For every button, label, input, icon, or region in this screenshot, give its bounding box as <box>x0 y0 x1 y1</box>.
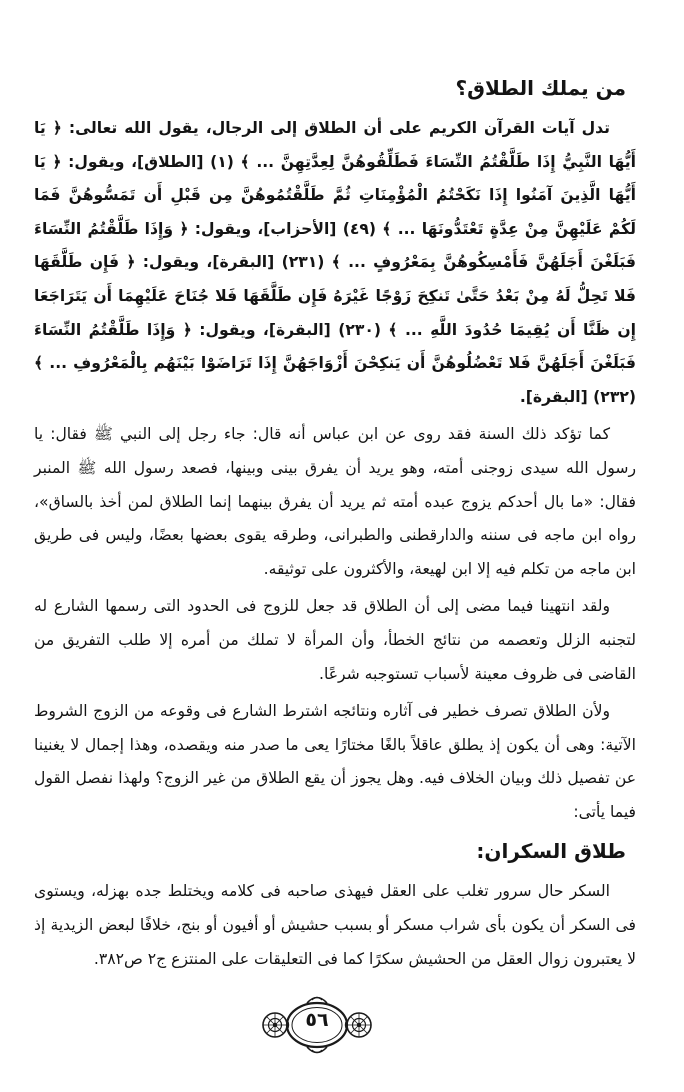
page-body <box>34 70 636 980</box>
paragraph-husband-right-text: ولقد انتهينا فيما مضى إلى أن الطلاق قد جعل للزوج فى الحدود التى رسمها الشارع له لتجنبه الزلل وتعصمه من نتائج الخطأ، وأن المرأة لا تملك من أمره إلا طلب التفريق من القاضى فى ظروف معينة لأسباب تستوجبه شرعًا. <box>34 597 636 683</box>
paragraph-sunnah-text: كما تؤكد ذلك السنة فقد روى عن ابن عباس أنه قال: جاء رجل إلى النبي ﷺ فقال: يا رسول الله سيدى زوجنى أمته، وهو يريد أن يفرق بينى وبينها، فصعد رسول الله ﷺ المنبر فقال: «ما بال أحدكم يزوج عبده أمته ثم يريد أن يفرق بينهما إنما الطلاق لمن أخذ بالساق»، رواه ابن ماجه فى سننه والدارقطنى والطبرانى، وطرقه يقوى بعضها بعضًا، وليس فى طريق ابن ماجه من تكلم فيه إلا ابن لهيعة، والأكثرون على توثيقه. <box>34 425 636 578</box>
section-heading-who-owns-divorce: من يملك الطلاق؟ <box>455 76 626 100</box>
paragraph-conditions-text: ولأن الطلاق تصرف خطير فى آثاره ونتائجه اشترط الشارع فى وقوعه من الزوج الشروط الآتية: وهى أن يكون إذ يطلق عاقلاً بالغًا مختارًا يعى ما صدر منه ويقصده، وهذا إجمال لا يغنينا عن تفصيل ذلك وبيان الخلاف فيه. وهل يجوز أن يقع الطلاق من غير الزوج؟ ولهذا نفصل القول فيما يأتى: <box>34 702 636 821</box>
paragraph-conditions <box>34 695 636 829</box>
page-number-ornament <box>258 992 376 1058</box>
paragraph-husband-right <box>34 590 636 691</box>
paragraph-quran-verses <box>34 112 636 414</box>
page-number: ٥٦ <box>305 1009 329 1031</box>
paragraph-drunkenness <box>34 875 636 976</box>
paragraph-quran-verses-text: تدل آيات القرآن الكريم على أن الطلاق إلى الرجال، يقول الله تعالى: ﴿ يَا أَيُّهَا النَّبِيُّ إِذَا طَلَّقْتُمُ النِّسَاءَ فَطَلِّقُوهُنَّ لِعِدَّتِهِنَّ ... ﴾ (١) [الطلاق]، ويقول: ﴿ يَا أَيُّهَا الَّذِينَ آمَنُوا إِذَا نَكَحْتُمُ الْمُؤْمِنَاتِ ثُمَّ طَلَّقْتُمُوهُنَّ مِن قَبْلِ أَن تَمَسُّوهُنَّ فَمَا لَكُمْ عَلَيْهِنَّ مِنْ عِدَّةٍ تَعْتَدُّونَهَا ... ﴾ (٤٩) [الأحزاب]، ويقول: ﴿ وَإِذَا طَلَّقْتُمُ النِّسَاءَ فَبَلَغْنَ أَجَلَهُنَّ فَأَمْسِكُوهُنَّ بِمَعْرُوفٍ ... ﴾ (٢٣١) [البقرة]، ويقول: ﴿ فَإِن طَلَّقَهَا فَلا تَحِلُّ لَهُ مِنْ بَعْدُ حَتَّىٰ تَنكِحَ زَوْجًا غَيْرَهُ فَإِن طَلَّقَهَا فَلا جُنَاحَ عَلَيْهِمَا أَن يَتَرَاجَعَا إِن ظَنَّا أَن يُقِيمَا حُدُودَ اللَّهِ ... ﴾ (٢٣٠) [البقرة]، ويقول: ﴿ وَإِذَا طَلَّقْتُمُ النِّسَاءَ فَبَلَغْنَ أَجَلَهُنَّ فَلا تَعْضُلُوهُنَّ أَن يَنكِحْنَ أَزْوَاجَهُنَّ إِذَا تَرَاضَوْا بَيْنَهُم بِالْمَعْرُوفِ ... ﴾ (٢٣٢) [البقرة]. <box>34 119 636 406</box>
section-heading-drunk-divorce: طلاق السكران: <box>476 839 626 864</box>
paragraph-sunnah <box>34 418 636 586</box>
paragraph-drunkenness-text: السكر حال سرور تغلب على العقل فيهذى صاحبه فى كلامه ويختلط جده بهزله، ويستوى فى السكر أن يكون بأى شراب مسكر أو بسبب حشيش أو أفيون أو بنج، خلافًا لبعض الزيدية إذ لا يعتبرون زوال العقل من الحشيش سكرًا كما فى التعليقات على المنتزع ج٢ ص٣٨٢. <box>34 882 636 968</box>
